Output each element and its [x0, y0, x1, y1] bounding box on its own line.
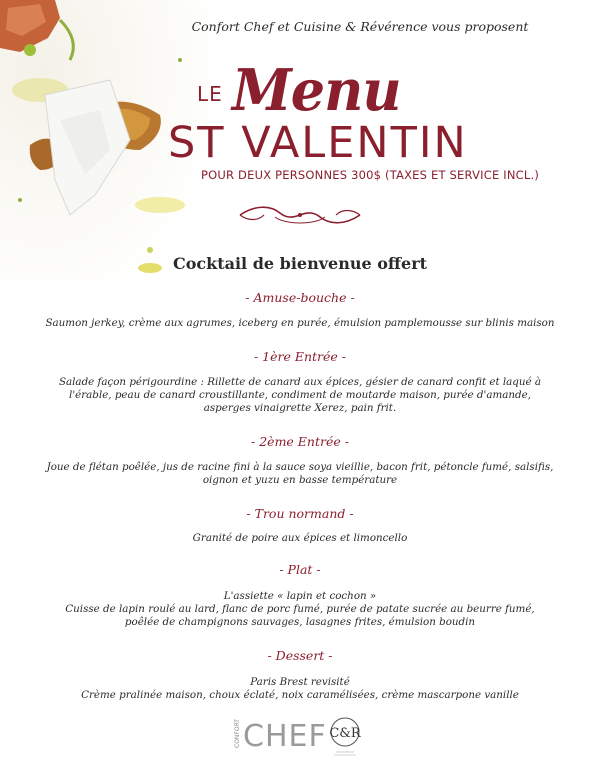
text-line: Paris Brest revisité: [250, 676, 350, 688]
dessert-description: [40, 676, 560, 702]
text-line: Granité de poire aux épices et limoncello: [192, 532, 408, 544]
section-title-plat: - Plat -: [279, 562, 321, 577]
title-le: LE: [197, 82, 223, 106]
welcome-cocktail: Cocktail de bienvenue offert: [172, 254, 428, 273]
plat-description: [40, 590, 560, 629]
section-title-2eme-entree: - 2ème Entrée -: [251, 434, 349, 449]
title-menu: Menu: [232, 56, 401, 124]
text-line: Salade façon périgourdine : Rillette de canard aux épices, gésier de canard confit et laqué à: [58, 376, 542, 388]
section-title-text: 1ère Entrée: [262, 349, 338, 364]
logo-chef-text: CHEF: [243, 719, 327, 754]
section-title-1ere-entree: - 1ère Entrée -: [253, 349, 347, 364]
section-title-amuse-bouche: - Amuse-bouche -: [245, 290, 355, 305]
cr-logo: [328, 712, 362, 760]
intro-text: [0, 19, 600, 34]
text-line: Cuisse de lapin roulé au lard, flanc de porc fumé, purée de patate sucrée au beurre fumé,: [65, 603, 535, 615]
section-title-dessert: - Dessert -: [267, 648, 333, 663]
logo-cr-text: C&R: [329, 726, 361, 741]
text-line: oignon et yuzu en basse température: [202, 474, 398, 486]
text-line: Joue de flétan poêlée, jus de racine fini à la sauce soya vieillie, bacon frit, pétoncle fumé, salsifis,: [46, 461, 554, 473]
logo-confort-text: CONFORT: [234, 719, 241, 748]
2eme-entree-description: [40, 461, 560, 487]
section-title-text: Dessert: [275, 648, 325, 663]
text-line: Crème pralinée maison, choux éclaté, noix caramélisées, crème mascarpone vanille: [81, 689, 519, 701]
flourish-ornament: [230, 203, 370, 227]
text-line: Saumon jerkey, crème aux agrumes, iceberg en purée, émulsion pamplemousse sur blinis maison: [45, 317, 555, 329]
section-title-text: 2ème Entrée: [259, 434, 341, 449]
text-line: poêlée de champignons sauvages, lasagnes frites, émulsion boudin: [124, 616, 476, 628]
section-title-trou-normand: - Trou normand -: [246, 506, 354, 521]
amuse-bouche-description: [40, 317, 560, 330]
section-title-text: Plat: [287, 562, 313, 577]
text-line: l'érable, peau de canard croustillante, condiment de moutarde maison, purée d'amande,: [69, 389, 531, 401]
section-title-text: Amuse-bouche: [253, 290, 347, 305]
text-line: L'assiette « lapin et cochon »: [223, 590, 377, 602]
intro-line: Confort Chef et Cuisine & Révérence vous proposent: [191, 19, 529, 34]
title-st-valentin: ST VALENTIN: [168, 118, 468, 168]
text-line: asperges vinaigrette Xerez, pain frit.: [203, 402, 397, 414]
trou-normand-description: [40, 532, 560, 545]
price-line: POUR DEUX PERSONNES 300$ (TAXES ET SERVICE INCL.): [201, 168, 540, 182]
1ere-entree-description: [40, 376, 560, 415]
section-title-text: Trou normand: [254, 506, 346, 521]
confort-chef-logo: [233, 712, 327, 754]
